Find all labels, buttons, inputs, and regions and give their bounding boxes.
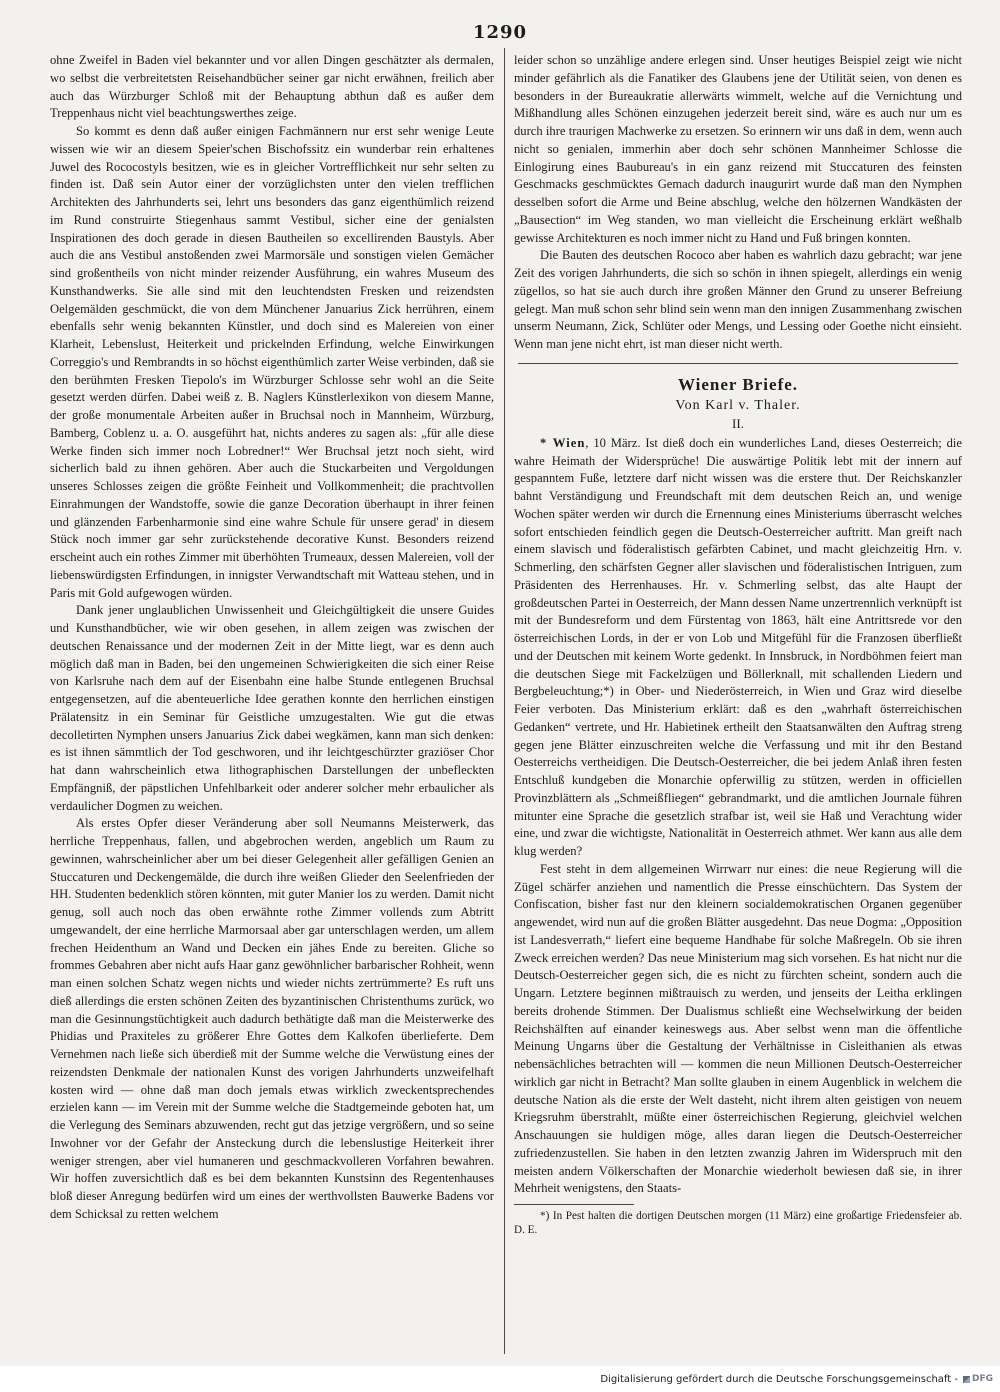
digitization-credit: Digitalisierung gefördert durch die Deutsche Forschungsgemeinschaft - — [600, 1374, 958, 1385]
section-title: Wiener Briefe. — [677, 374, 799, 394]
right-paragraph-2: Die Bauten des deutschen Rococo aber haben es wahrlich dazu gebracht; war jene Zeit des vorigen Jahrhunderts, die sich so schön in ihnen spiegelt, allerdings ein wenig zügellos, so hat sie auch durch ihre großen Männer den Grund zu unserer Befreiung gelegt. Man muß schon sehr blind sein wenn man den innigen Zusammenhang zwischen unserm Neumann, Zick, Schlüter oder Mengs, und Lessing oder Goethe nicht einsieht. Wenn man jene nicht ehrt, ist man dieser nicht werth. — [514, 248, 962, 351]
section-author: Von Karl v. Thaler. — [675, 397, 801, 413]
right-paragraph-3 — [514, 435, 962, 861]
section-part-number: II. — [732, 415, 744, 431]
dfg-logo-icon: DFG — [962, 1371, 994, 1387]
column-divider — [504, 48, 505, 1354]
right-column — [514, 52, 962, 1354]
left-column — [50, 52, 494, 1354]
dateline-date: , 10 März. — [585, 435, 641, 450]
left-paragraph-3: Dank jener unglaublichen Unwissenheit und Gleichgültigkeit die unsere Guides und Kunsthandbücher, wie wir oben gesehen, in allem zeigen was zwischen der deutschen Renaissance und der modernen Zeit in der Mitte liegt, war es denn auch möglich daß man in Baden, bei den ungemeinen Schwierigkeiten die sich einer Reise von Karlsruhe nach dem auf der Eisenbahn eine halbe Stunde entlegenen Bruchsal entgegensetzen, auf die abenteuerliche Idee gerathen konnte den herrlichen einstigen Prälatensitz in ein Seminar für Geistliche umzugestalten. Wie gut die etwas decolletirten Nymphen unsers Januarius Zick dabei wegkämen, kann man sich denken: es ist ihnen sämmtlich der Tod geschworen, und ihr leichtgeschürzter graziöser Chor hat dann wahrscheinlich etwa lithographischen Darstellungen der unbefleckten Empfängniß, der päpstlichen Unfehlbarkeit oder anderer solcher mehr erbaulicher als verdaulicher Dogmen zu weichen. — [50, 603, 494, 813]
footnote: *) In Pest halten die dortigen Deutschen morgen (11 März) eine großartige Friedensfeier ab. D. E. — [514, 1210, 962, 1236]
right-paragraph-1: leider schon so unzählige andere erlegen sind. Unser heutiges Beispiel zeigt wie nicht minder gefährlich als die Fanatiker des Glaubens jene der Utilität seien, von denen es besonders in der Bureaukratie allerwärts wimmelt, welche auf die Vernichtung und Mißhandlung alles Schönen einzugehen jederzeit bereit sind, wäre es auch nur um es durch ihre traurigen Machwerke zu ersetzen. So erinnern wir uns daß in dem, wenn auch nicht so genialen, immerhin aber doch sehr schönen Mannheimer Schlosse die Einlogirung eines Baubureau's in ein ganz reizend mit Stuccaturen des feinsten Geschmacks geschmücktes Gemach dadurch inaugurirt wurde daß man den Nymphen desselben sofort die Arme und Beine abschlug, welche den hölzernen Wandkästen der „Bausection“ im Weg standen, wo man vielleicht die Erscheinung erklärt weßhalb gewisse Architekturen es noch immer nicht zu Hand und Fuß bringen konnten. — [514, 53, 962, 245]
left-paragraph-2: So kommt es denn daß außer einigen Fachmännern nur erst sehr wenige Leute wissen wie wir an diesem Speier'schen Bischofssitz ein wunderbar rein erhaltenes Juwel des Rococostyls besitzen, wie es in gleicher Vortrefflichkeit nur sehr selten zu finden ist. Daß sein Autor einer der vorzüglichsten unter den vielen trefflichen Architekten des Jahrhunderts sei, lehrt uns besonders das ganz eigenthümlich reizend im Rund construirte Stiegenhaus sammt Vestibul, sicher eine der genialsten Inspirationen des doch gerade in diesen Bautheilen so excellirenden Baustyls. Aber auch die ans Vestibul anstoßenden zwei Marmorsäle und sonstigen vielen Gemächer sind großentheils von nicht minder reizender Ausführung, ein wahres Museum des Kunsthandwerks. Sie alle sind mit den leuchtendsten Fresken und reizendsten Oelgemälden geschmückt, die von dem Münchener Januarius Zick herrühren, einem ebenfalls sehr wenig bekannten Künstler, und doch sind es Malereien von einer Klarheit, Lebenslust, Heiterkeit und prickelnden Erfindung, welche Einwirkungen Correggio's und Rembrandts in so höchst eigenthümlich zarter Weise verbinden, daß sie den berühmten Fresken Tiepolo's im Würzburger Schlosse sehr wohl an die Seite gesetzt werden dürfen. Dabei weiß z. B. Naglers Künstlerlexikon von diesem Manne, der große monumentale Arbeiten außer in Bruchsal noch in Mannheim, Würzburg, Bamberg, Coblenz u. a. O. ausgeführt hat, nichts anderes zu sagen als: „für alle diese Werke finden sich immer noch Lobredner!“ Wer Bruchsal jetzt noch sieht, wird sicherlich bald zu ihnen gehören. Aber auch die Stuckarbeiten und Vergoldungen unseres Schlosses zeigen die größte Feinheit und Vollkommenheit; die prachtvollen Einrahmungen der Wandstoffe, sowie die ganze Decoration überhaupt in ihrer feinen und glänzenden Farbenharmonie sind eine wahre Schule für unsere gerad' in diesem Stück noch immer gar sehr zurückstehende decorative Kunst. Besonders reizend erscheint auch ein rothes Zimmer mit überhöhten Trumeaux, dessen Malereien, voll der liebenswürdigsten Erfindungen, in innigster Verwandtschaft mit Watteau stehen, und in Paris mit Gold aufgewogen würden. — [50, 124, 494, 600]
section-divider — [518, 363, 958, 364]
left-paragraph-1: ohne Zweifel in Baden viel bekannter und vor allen Dingen geschätzter als dermalen, wo selbst die verbreitetsten Reisehandbücher seiner gar nicht erwähnen, freilich aber auch das Würzburger Schloß mit der Behauptung abthun daß es außer dem Treppenhaus nicht viel beachtungswerthes zeige. — [50, 53, 494, 121]
left-paragraph-4: Als erstes Opfer dieser Veränderung aber soll Neumanns Meisterwerk, das herrliche Treppenhaus, fallen, und abgebrochen werden, angeblich um Raum zu gewinnen, wahrscheinlicher aber um bei dieser Gelegenheit aller gefälligen Genien an Stuccaturen und Deckengemälde, die durch ihre weißen Glieder den Seelenfrieden der HH. Studenten bedenklich stören könnten, mit guter Manier los zu werden. Damit nicht genug, soll auch noch das oben erwähnte rothe Zimmer vollends zum Abtritt umgewandelt, der eine herrliche Marmorsaal aber gar unterschlagen werden, um allem frechen Heidenthum an Wand und Decken ein jähes Ende zu bereiten. Gliche so frommes Gebahren aber nicht aufs Haar ganz gewöhnlicher barbarischer Rohheit, wenn man einen solchen Schatz wegen nichts und wieder nichts zertrümmerte? Es ruft uns dieß allerdings die ersten schönen Zeiten des byzantinischen Christenthums zurück, wo man die Gesinnungstüchtigkeit auch dadurch bethätigte daß man die Meisterwerke des Phidias und Praxiteles zu größerer Ehre Gottes dem Kalkofen überlieferte. Dem Vernehmen nach ließe sich überdieß mit der Summe welche die Verwüstung eines der reizendsten Denkmale der nationalen Kunst des vorigen Jahrhunderts unzweifelhaft kosten wird — ohne daß man doch jemals etwas wirklich zweckentsprechendes erzielen kann — im Verein mit der Summe welche die Stadtgemeinde geboten hat, um die Verlegung des Seminars abzuwenden, recht gut das jetzige vergrößern, und so seine Inwohner vor der Gefahr der Ansteckung durch die lebenslustige Heiterkeit ihrer weniger strengen, aber viel humaneren und geschmackvolleren Vorfahren bewahren. Wir hoffen zuversichtlich daß es bei dem bekannten Kunstsinn des Regentenhauses bloß dieser Anregung bedürfen wird um eines der werthvollsten Bauwerke Badens vor dem Schicksal zu retten welchem — [50, 816, 494, 1221]
page-number: 1290 — [472, 22, 528, 43]
footnote-divider — [514, 1204, 634, 1205]
right-paragraph-4: Fest steht in dem allgemeinen Wirrwarr nur eines: die neue Regierung will die Zügel schärfer anziehen und namentlich die Presse einschüchtern. Das System der Confiscation, bisher fast nur den kleinern socialdemokratischen Organen gegenüber angewendet, wird nun auf die großen Blätter ausgedehnt. Das neue Dogma: „Opposition ist Landesverrath,“ liefert eine bequeme Handhabe für solche Maßregeln. Ob sie ihren Zweck erreichen werden? Das neue Ministerium mag sich vorsehen. Es hat nicht nur die Deutsch-Oesterreicher gegen sich, die es nicht zu fürchten scheint, sondern auch die Ungarn. Letztere beginnen mißtrauisch zu werden, und jenseits der Leitha erklingen bereits drohende Stimmen. Der Dualismus schließt eine Wechselwirkung der beiden Reichshälften auf einander keineswegs aus. Aber selbst wenn man die öffentliche Meinung Ungarns über die Gestaltung der Verhältnisse in Cisleithanien als etwas nebensächliches betrachten will — kommen die neun Millionen Deutsch-Oesterreicher wirklich gar nicht in Betracht? Man sollte glauben in einem Augenblick in welchem die deutsche Nation als die erste der Welt dasteht, nicht ihrem alten geistigen von neuem Kriegsruhm überstrahlt, müßte einer österreichischen Regierung, gleichviel welchen Anschauungen sie huldigen möge, alles daran liegen die Deutsch-Oesterreicher zufriedenzustellen. Sie haben in den letzten zwanzig Jahren im Widerspruch mit den meisten andern Völkerschaften der Monarchie wiederholt bewiesen daß sie, in ihrer Mehrheit wenigstens, den Staats- — [514, 861, 962, 1196]
dateline: * Wien — [540, 435, 586, 450]
right-paragraph-3-text: Ist dieß doch ein wunderliches Land, dieses Oesterreich; die wahre Heimath der Widersprüche! Die auswärtige Politik lebt mit der innern auf gespanntem Fuße, letztere darf nicht wissen was die erstere thut. Der Reichskanzler bahnt Verständigung und Freundschaft mit dem deutschen Reich an, und wenige Wochen später werden wir durch die Ernennung eines Ministeriums überrascht welches sofort entschieden feindlich gegen die Deutsch-Oesterreicher auftritt. Man greift nach einem slavisch und föderalistisch gefärbten Cabinet, und macht gleichzeitig Hrn. v. Schmerling, den schärfsten Gegner aller slavischen und föderalistischen Intriguen, zum Präsidenten des Herrenhauses. Hr. v. Schmerling selbst, das alte Haupt der großdeutschen Partei in Oesterreich, der Mann dessen Name unzertrennlich verknüpft ist mit der Bundesreform und dem Fürstentag von 1863, hält eine Antrittsrede vor den österreichischen Lords, in der er von Lob und Mitgefühl für die Franzosen überfließt und der Deutschen mit keinem Worte gedenkt. In Innsbruck, in Nordböhmen feiert man die deutschen Siege mit Fackelzügen und Böllerknall, mit schallenden Liedern und Bergbeleuchtung;*) in Ober- und Niederösterreich, in Wien und Graz wird dieselbe Feier verboten. Das Ministerium erklärt: daß es den „wahrhaft österreichischen Gedanken“ vertrete, und Hr. Habietinek ertheilt den Staatsanwälten den Auftrag streng gegen jene Blätter einzuschreiten welche die Verfassung und mit ihr den Bestand Oesterreichs vertheidigen. Die Deutsch-Oesterreicher, die bei jedem Anlaß ihren festen Entschluß kundgeben die Monarchie opferwillig zu stützen, werden in officiellen Provinzblättern als „Schmeißfliegen“ gebrandmarkt, und die amtlichen Journale führen mitunter eine Sprache die gesetzlich strafbar ist, weil sie Haß und Verachtung wider eine, und zwar die wichtigste, Nationalität in Oesterreich athmet. Wer kann aus alle dem klug werden? — [514, 435, 962, 858]
